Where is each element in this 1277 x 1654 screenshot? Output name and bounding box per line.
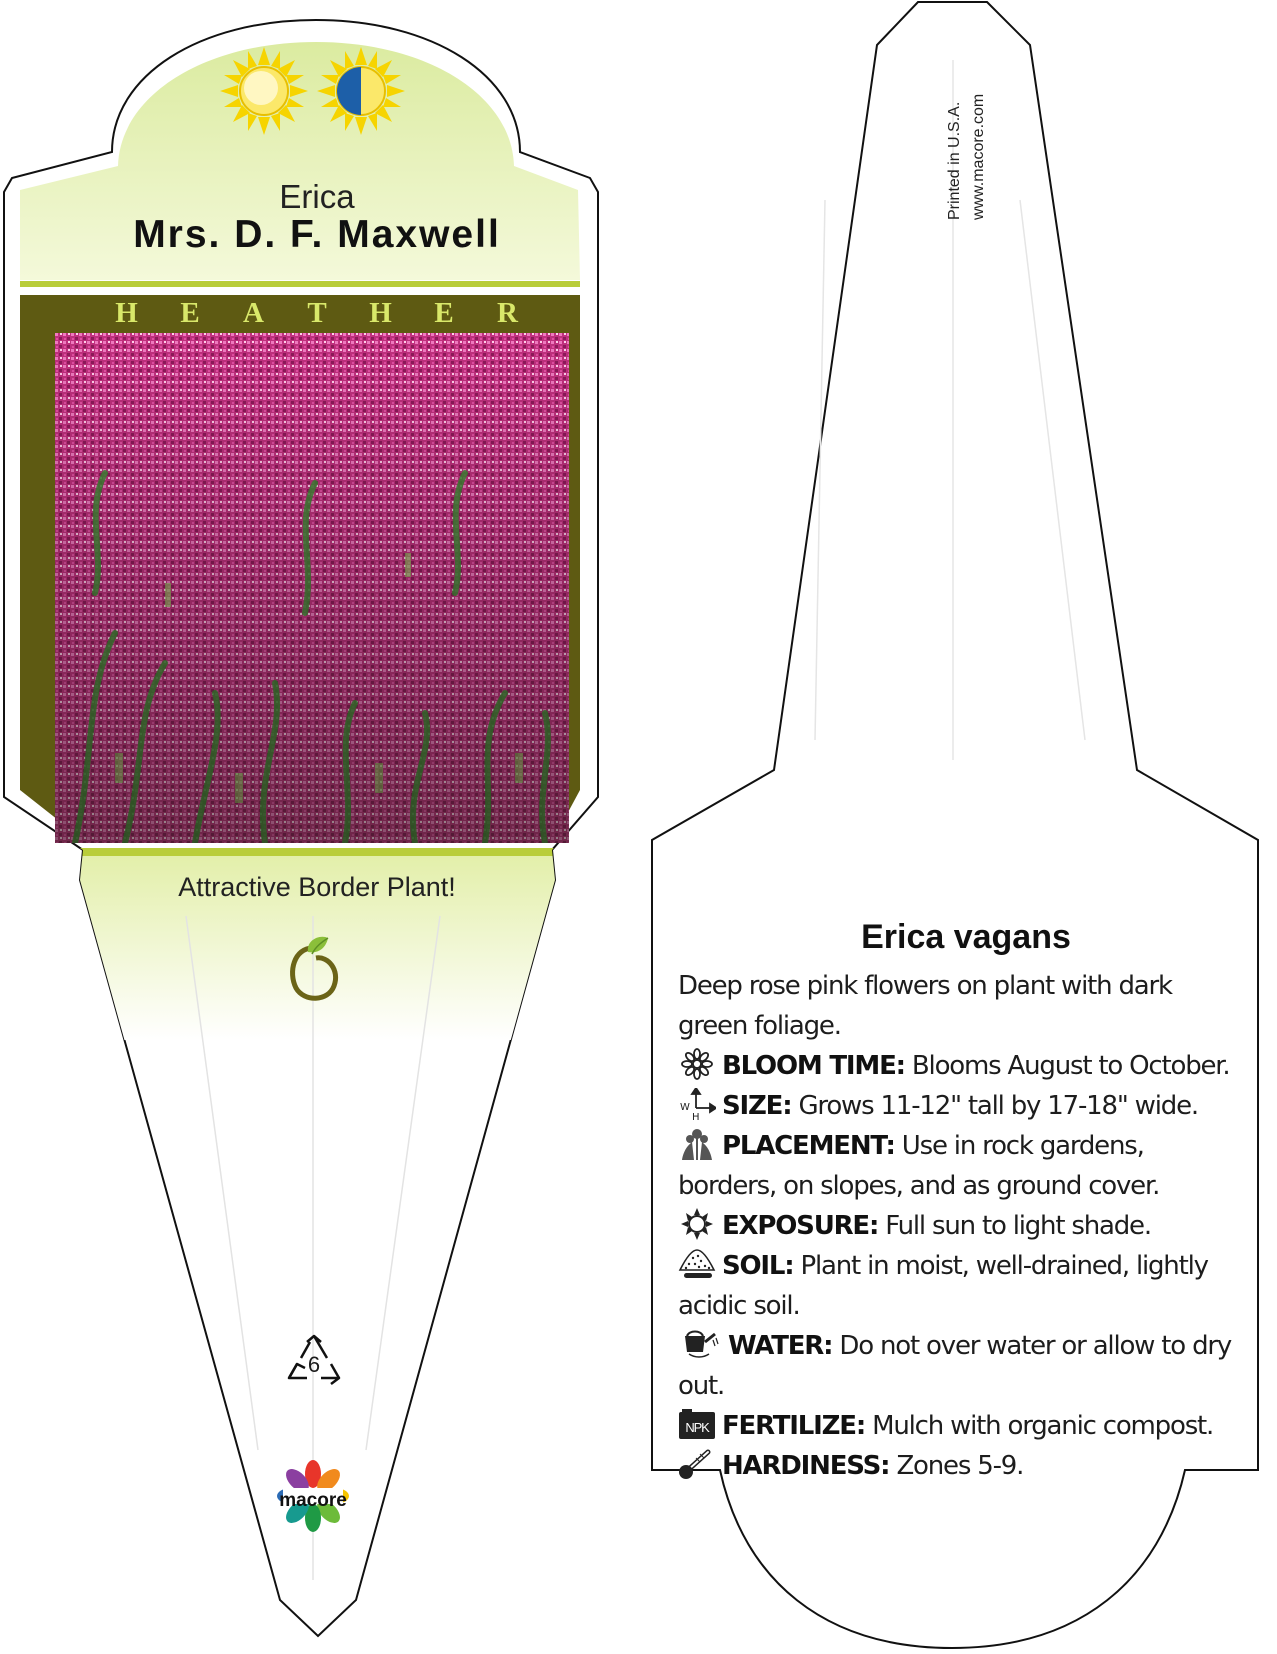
description: Deep rose pink flowers on plant with dark green foliage.	[678, 971, 1172, 1041]
leaf-swirl-icon	[286, 934, 340, 1004]
care-text: Mulch with organic compost.	[865, 1411, 1214, 1441]
care-text: Zones 5-9.	[889, 1451, 1024, 1481]
flower-icon	[678, 1048, 716, 1080]
plant-genus: Erica	[279, 178, 355, 215]
plants-icon	[678, 1128, 716, 1160]
common-name-letter: A	[243, 297, 264, 329]
npk-icon	[678, 1408, 716, 1440]
care-soil	[678, 1246, 1238, 1326]
care-label: BLOOM TIME:	[722, 1051, 905, 1081]
tagline: Attractive Border Plant!	[178, 872, 456, 902]
care-label: FERTILIZE:	[722, 1411, 866, 1441]
care-bloom	[678, 1046, 1238, 1086]
common-name-letter: T	[307, 297, 327, 329]
care-label: WATER:	[728, 1331, 833, 1361]
care-text: Do not over water or allow to dry out.	[678, 1331, 1232, 1401]
soil-pile-icon	[678, 1248, 716, 1280]
common-name	[30, 297, 604, 330]
care-label: HARDINESS:	[722, 1451, 890, 1481]
care-label: PLACEMENT:	[722, 1131, 895, 1161]
sun-icon	[678, 1208, 716, 1240]
size-arrows-icon	[678, 1088, 716, 1120]
care-instructions	[678, 966, 1238, 1486]
brand-name: macore	[279, 1490, 347, 1511]
care-fertilize	[678, 1406, 1238, 1446]
care-text: Use in rock gardens, borders, on slopes, and as ground cover.	[678, 1131, 1160, 1201]
care-hardiness	[678, 1446, 1238, 1486]
common-name-letter: H	[115, 297, 138, 329]
care-water	[678, 1326, 1238, 1406]
care-text: Plant in moist, well-drained, lightly acidic soil.	[678, 1251, 1208, 1321]
care-label: SIZE:	[722, 1091, 792, 1121]
common-name-letter: R	[497, 297, 518, 329]
care-text: Grows 11-12" tall by 17-18" wide.	[791, 1091, 1198, 1121]
svg-text:W: W	[680, 1102, 689, 1113]
recycle-number: 6	[307, 1352, 321, 1377]
care-placement	[678, 1126, 1238, 1206]
printed-credit	[946, 50, 1006, 220]
care-size	[678, 1086, 1238, 1126]
common-name-letter: E	[180, 297, 200, 329]
care-exposure	[678, 1206, 1238, 1246]
species-title: Erica vagans	[861, 918, 1071, 956]
printed-in: Printed in U.S.A.	[946, 101, 963, 220]
website: www.macore.com	[970, 93, 987, 220]
care-label: SOIL:	[722, 1251, 794, 1281]
care-text: Blooms August to October.	[904, 1051, 1230, 1081]
plant-cultivar: Mrs. D. F. Maxwell	[133, 213, 501, 256]
care-label: EXPOSURE:	[722, 1211, 879, 1241]
plant-photo	[55, 333, 569, 843]
svg-text:H: H	[692, 1112, 699, 1120]
common-name-letter: E	[434, 297, 454, 329]
partial-sun-icon	[316, 46, 406, 136]
full-sun-icon	[219, 46, 309, 136]
thermometer-icon	[678, 1448, 716, 1480]
npk-label: NPK	[685, 1420, 709, 1435]
common-name-letter: H	[369, 297, 392, 329]
care-text: Full sun to light shade.	[878, 1211, 1151, 1241]
watering-can-icon	[678, 1328, 722, 1360]
